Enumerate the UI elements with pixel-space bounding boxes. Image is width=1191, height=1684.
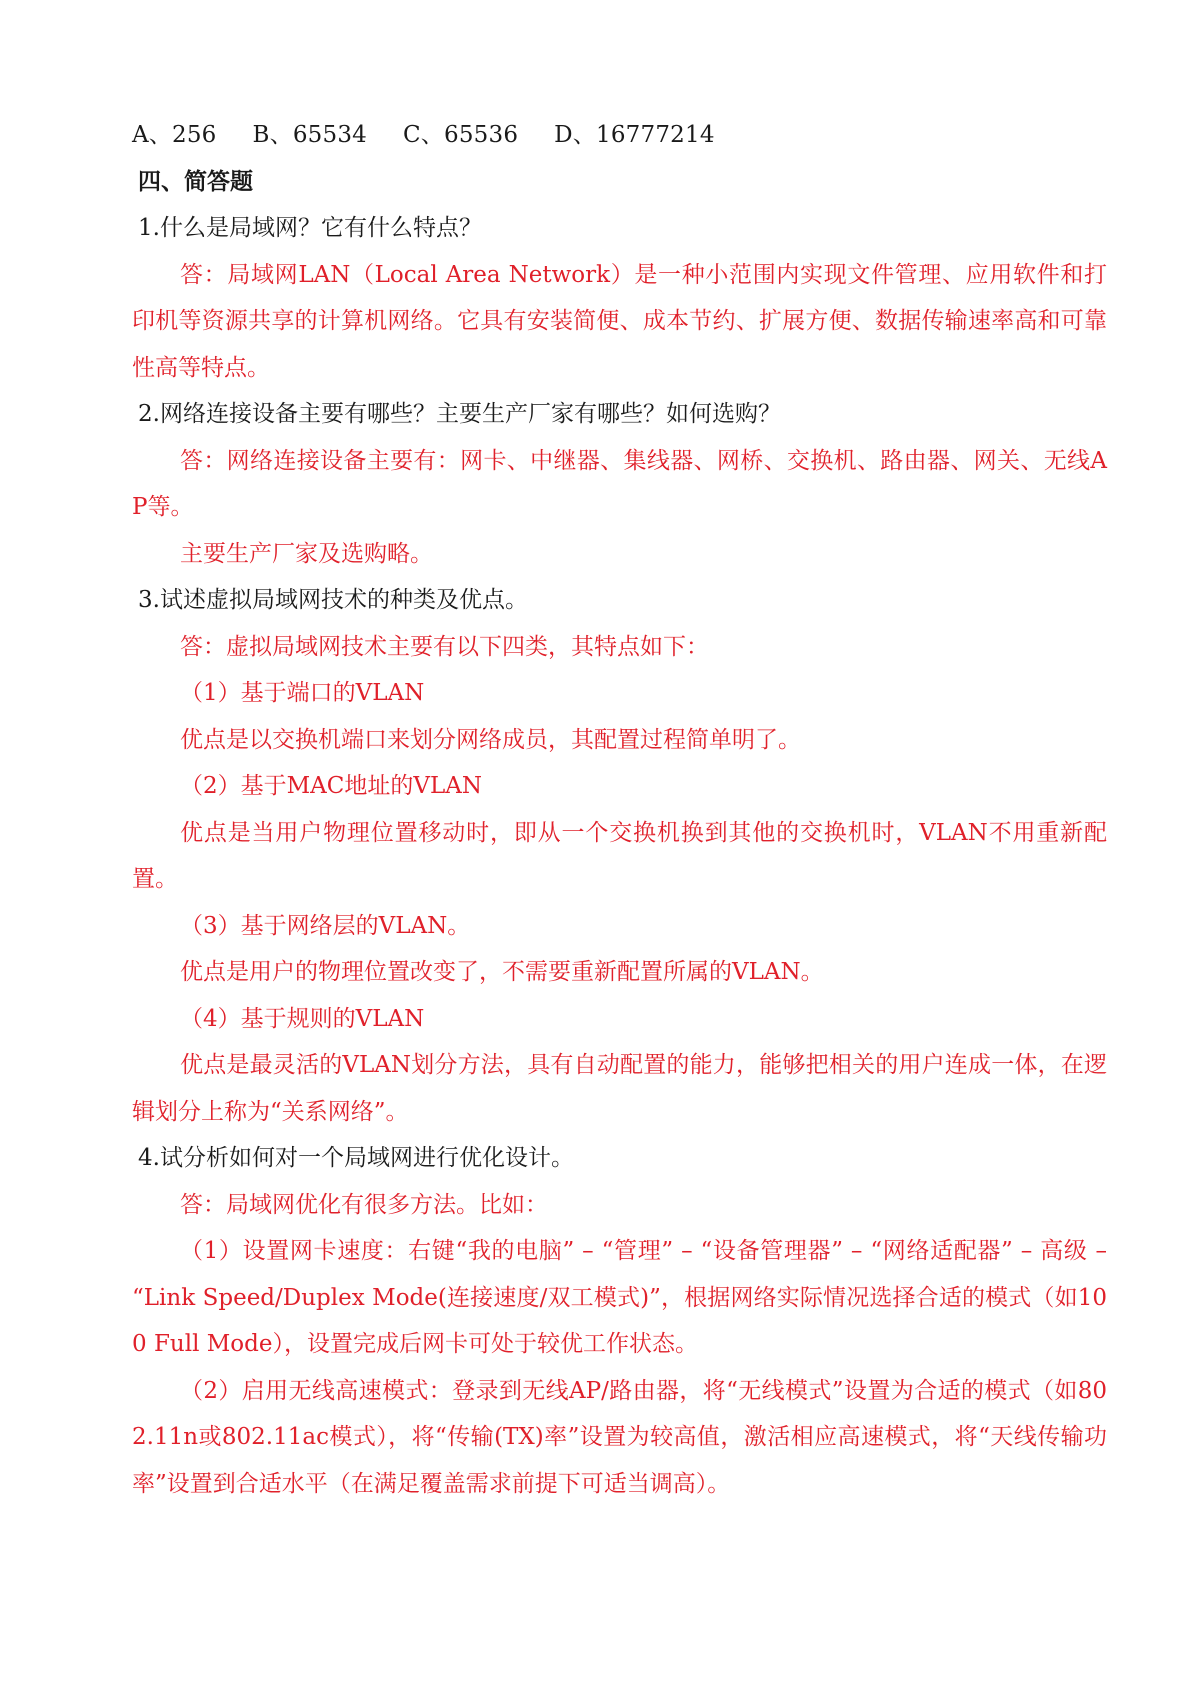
option-c: C、65536: [402, 122, 519, 148]
optimization-point-2: （2）启用无线高速模式：登录到无线AP/路由器，将“无线模式”设置为合适的模式（如802.11n或802.11ac模式），将“传输(TX)率”设置为较高值，激活相应高速模式，将“天线传输功率”设置到合适水平（在满足覆盖需求前提下可适当调高）。: [132, 1377, 1107, 1497]
question-2: 2.网络连接设备主要有哪些？主要生产厂家有哪些？如何选购？: [138, 401, 781, 427]
vlan-type-3-desc: 优点是用户的物理位置改变了，不需要重新配置所属的VLAN。: [180, 959, 824, 985]
question-4: 4.试分析如何对一个局域网进行优化设计。: [138, 1145, 574, 1171]
document-page: [132, 112, 1107, 1507]
answer-options: [132, 112, 1107, 159]
question-1: 1.什么是局域网？它有什么特点？: [138, 215, 482, 241]
option-a: A、256: [132, 122, 217, 148]
vlan-type-3-title: （3）基于网络层的VLAN。: [180, 912, 471, 939]
answer-3-intro: 答：虚拟局域网技术主要有以下四类，其特点如下：: [180, 633, 709, 660]
answer-1: 答：局域网LAN（Local Area Network）是一种小范围内实现文件管理、应用软件和打印机等资源共享的计算机网络。它具有安装简便、成本节约、扩展方便、数据传输速率高和可靠性高等特点。: [132, 261, 1107, 381]
answer-4-intro: 答：局域网优化有很多方法。比如：: [180, 1191, 548, 1218]
option-d: D、16777214: [554, 122, 715, 148]
vlan-type-2-title: （2）基于MAC地址的VLAN: [180, 773, 483, 799]
section-title: 四、简答题: [138, 168, 253, 195]
vlan-type-4-title: （4）基于规则的VLAN: [180, 1005, 425, 1032]
vlan-type-2-desc: 优点是当用户物理位置移动时，即从一个交换机换到其他的交换机时，VLAN不用重新配置。: [132, 819, 1107, 892]
vlan-type-1-desc: 优点是以交换机端口来划分网络成员，其配置过程简单明了。: [180, 726, 801, 753]
question-3: 3.试述虚拟局域网技术的种类及优点。: [138, 587, 528, 613]
option-b: B、65534: [252, 122, 367, 148]
vlan-type-1-title: （1）基于端口的VLAN: [180, 680, 425, 706]
optimization-point-1: （1）设置网卡速度：右键“我的电脑” – “管理” – “设备管理器” – “网络适配器” – 高级 – “Link Speed/Duplex Mode(连接速度/双工模式)”，根据网络实际情况选择合适的模式（如100 Full Mode），设置完成后网卡可处于较优工作状态。: [132, 1238, 1107, 1357]
answer-2: 答：网络连接设备主要有：网卡、中继器、集线器、网桥、交换机、路由器、网关、无线AP等。: [132, 447, 1107, 520]
answer-2-note: 主要生产厂家及选购略。: [180, 540, 433, 567]
vlan-type-4-desc: 优点是最灵活的VLAN划分方法，具有自动配置的能力，能够把相关的用户连成一体，在逻辑划分上称为“关系网络”。: [132, 1052, 1107, 1125]
